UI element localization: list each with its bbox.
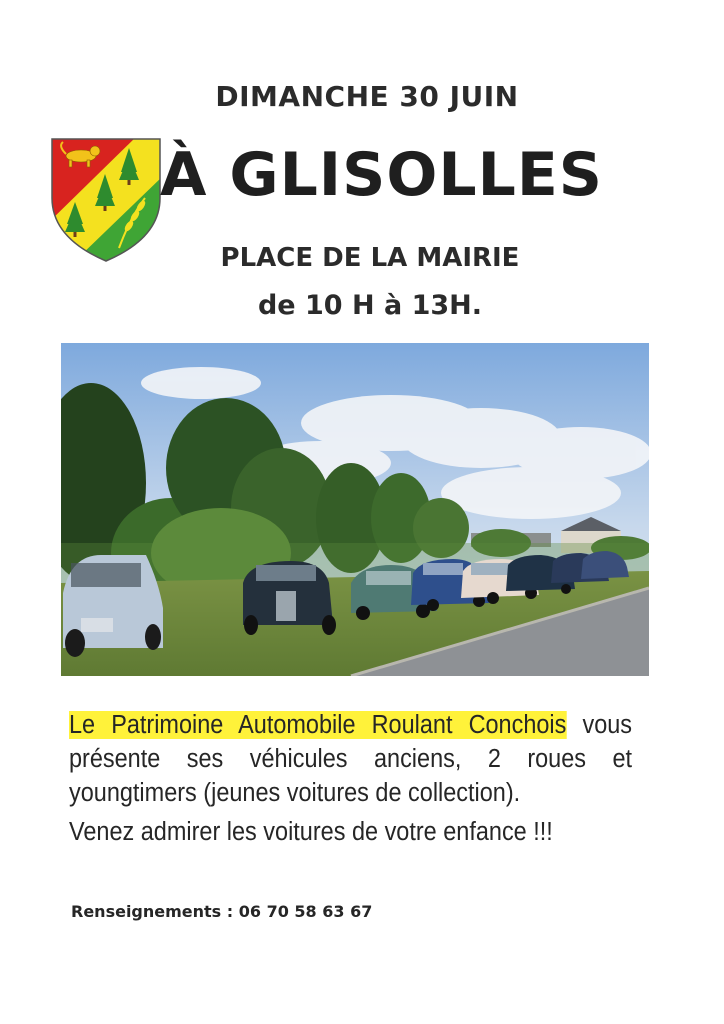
event-place: PLACE DE LA MAIRIE — [220, 243, 520, 273]
town-title: À GLISOLLES — [160, 140, 604, 210]
event-date: DIMANCHE 30 JUIN — [215, 80, 519, 113]
organizer-name: Le Patrimoine Automobile Roulant Conchois — [69, 711, 567, 739]
description-text: vous présente ses véhicules anciens, 2 roues et youngtimers (jeunes voitures de collection). — [69, 711, 633, 807]
description — [69, 708, 632, 810]
event-hours: de 10 H à 13H. — [257, 290, 483, 321]
invitation-text: Venez admirer les voitures de votre enfance !!! — [69, 818, 553, 846]
classic-cars-photo — [61, 343, 649, 676]
contact-info: Renseignements : 06 70 58 63 67 — [71, 902, 373, 921]
